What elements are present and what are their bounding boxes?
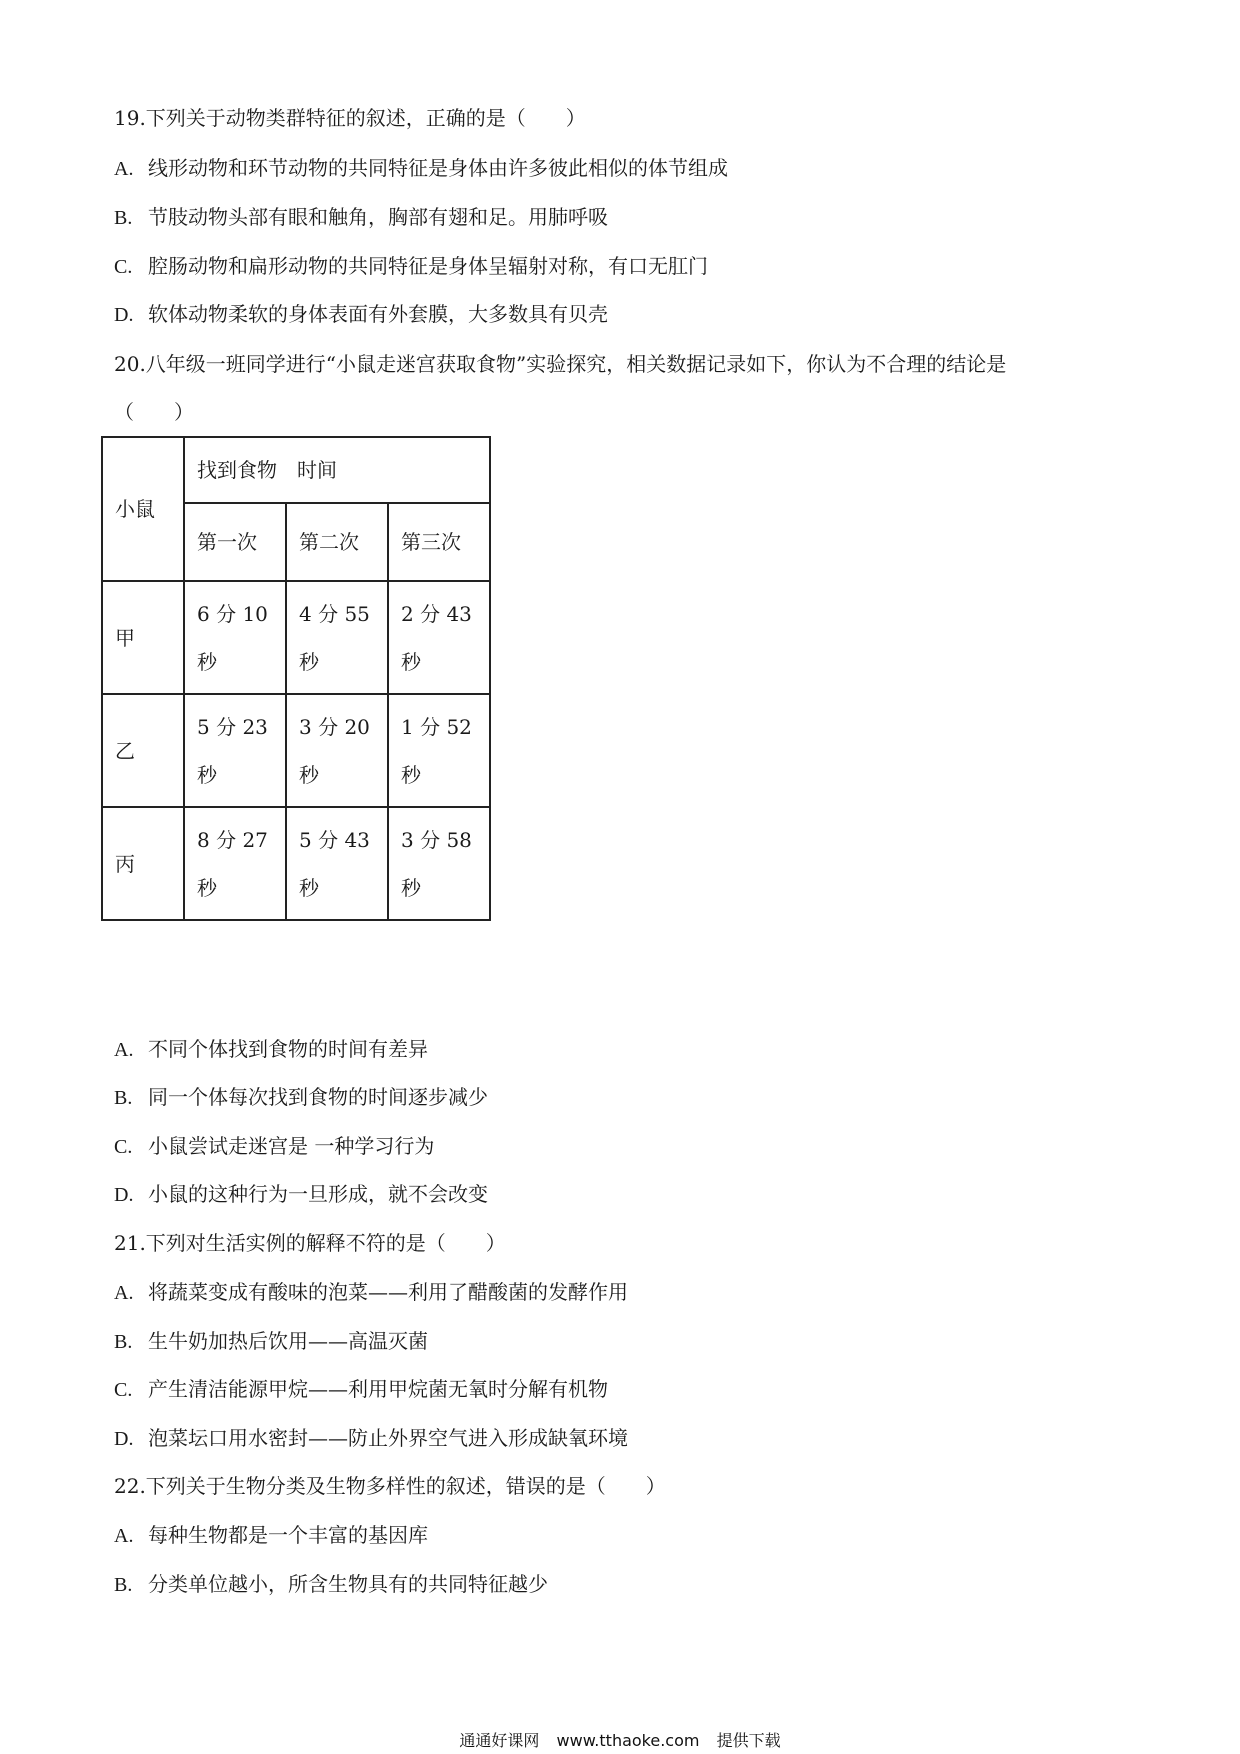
q21-option-a: A. 将蔬菜变成有酸味的泡菜——利用了醋酸菌的发酵作用: [114, 1280, 628, 1304]
q19-option-a: A. 线形动物和环节动物的共同特征是身体由许多彼此相似的体节组成: [114, 156, 728, 180]
q19-option-d: D. 软体动物柔软的身体表面有外套膜，大多数具有贝壳: [114, 302, 608, 326]
table-cell: 5 分 43 秒: [286, 807, 388, 920]
table-cell: 8 分 27 秒: [184, 807, 286, 920]
footer-suffix: 提供下载: [716, 1731, 781, 1750]
row-label: 甲: [102, 581, 184, 694]
table-row: [102, 694, 490, 807]
footer-url-link[interactable]: www.tthaoke.com: [556, 1731, 700, 1750]
q20-option-b: B. 同一个体每次找到食物的时间逐步减少: [114, 1085, 488, 1109]
table-corner-header: 小鼠: [102, 437, 184, 581]
q22-option-a: A. 每种生物都是一个丰富的基因库: [114, 1523, 428, 1547]
maze-data-table: [101, 436, 491, 921]
table-cell: 6 分 10 秒: [184, 581, 286, 694]
q21-option-c: C. 产生清洁能源甲烷——利用甲烷菌无氧时分解有机物: [114, 1377, 608, 1401]
q21-stem: 21.下列对生活实例的解释不符的是（ ）: [114, 1231, 506, 1255]
q20-option-c: C. 小鼠尝试走迷宫是 一种学习行为: [114, 1134, 435, 1158]
q22-option-b: B. 分类单位越小，所含生物具有的共同特征越少: [114, 1572, 548, 1596]
q19-option-b: B. 节肢动物头部有眼和触角，胸部有翅和足。用肺呼吸: [114, 205, 608, 229]
q19-option-c: C. 腔肠动物和扁形动物的共同特征是身体呈辐射对称，有口无肛门: [114, 254, 708, 278]
q21-option-d: D. 泡菜坛口用水密封——防止外界空气进入形成缺氧环境: [114, 1426, 628, 1450]
row-label: 乙: [102, 694, 184, 807]
q19-stem: 19.下列关于动物类群特征的叙述，正确的是（ ）: [114, 106, 586, 130]
table-cell: 3 分 58 秒: [388, 807, 490, 920]
table-subheader-3: 第三次: [388, 503, 490, 581]
q20-option-d: D. 小鼠的这种行为一旦形成，就不会改变: [114, 1182, 488, 1206]
q20-stem-bracket: （ ）: [114, 400, 194, 424]
table-row: [102, 807, 490, 920]
q21-option-b: B. 生牛奶加热后饮用——高温灭菌: [114, 1329, 428, 1353]
table-cell: 3 分 20 秒: [286, 694, 388, 807]
table-row: [102, 581, 490, 694]
table-cell: 2 分 43 秒: [388, 581, 490, 694]
table-cell: 5 分 23 秒: [184, 694, 286, 807]
table-cell: 1 分 52 秒: [388, 694, 490, 807]
row-label: 丙: [102, 807, 184, 920]
q20-stem: 20.八年级一班同学进行“小鼠走迷宫获取食物”实验探究，相关数据记录如下，你认为不合理的结论是: [114, 352, 1007, 376]
table-subheader-2: 第二次: [286, 503, 388, 581]
page-footer: [0, 1728, 1240, 1751]
footer-site-name: 通通好课网: [459, 1731, 540, 1750]
table-group-header: 找到食物 时间: [184, 437, 490, 503]
table-cell: 4 分 55 秒: [286, 581, 388, 694]
q20-option-a: A. 不同个体找到食物的时间有差异: [114, 1037, 428, 1061]
q22-stem: 22.下列关于生物分类及生物多样性的叙述，错误的是（ ）: [114, 1474, 666, 1498]
table-subheader-1: 第一次: [184, 503, 286, 581]
